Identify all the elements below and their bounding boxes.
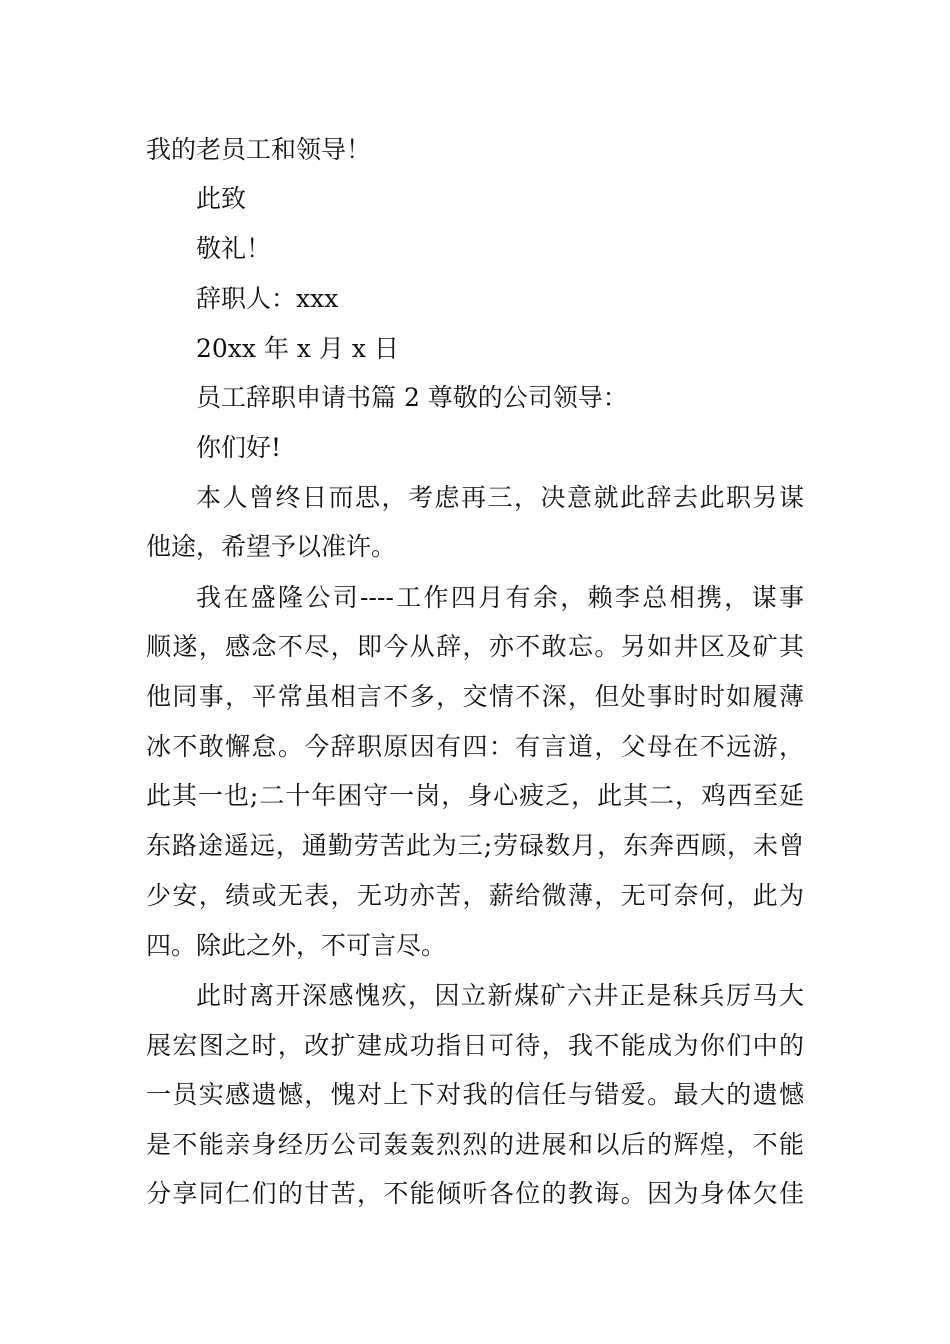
text-line-salutation: 此致: [196, 184, 247, 213]
paragraph-line: 少安，绩或无表，无功亦苦，薪给微薄，无可奈何，此为: [146, 881, 804, 910]
text-line-date: 20xx 年 x 月 x 日: [196, 334, 399, 363]
text-line-section-heading: 员工辞职申请书篇 2 尊敬的公司领导：: [196, 383, 628, 412]
paragraph-line: 分享同仁们的甘苦，不能倾听各位的教诲。因为身体欠佳: [146, 1179, 804, 1208]
paragraph-line: 我在盛隆公司----工作四月有余，赖李总相携，谋事: [196, 583, 804, 612]
paragraph-line: 他同事，平常虽相言不多，交情不深，但处事时时如履薄: [146, 682, 804, 711]
text-line-closing-greeting: 我的老员工和领导！: [146, 135, 372, 164]
text-line-regards: 敬礼！: [196, 234, 272, 263]
paragraph-line: 顺遂，感念不尽，即今从辞，亦不敢忘。另如井区及矿其: [146, 632, 804, 661]
paragraph-line: 四。除此之外，不可言尽。: [146, 931, 447, 960]
paragraph-line: 是不能亲身经历公司轰轰烈烈的进展和以后的辉煌，不能: [146, 1130, 804, 1159]
text-line-greeting: 你们好!: [196, 433, 282, 462]
paragraph-line: 冰不敢懈怠。今辞职原因有四：有言道，父母在不远游，: [146, 732, 804, 761]
paragraph-line: 此其一也;二十年困守一岗，身心疲乏，此其二，鸡西至延: [146, 781, 804, 810]
paragraph-line: 他途，希望予以准许。: [146, 532, 397, 561]
text-line-signatory: 辞职人：xxx: [196, 284, 339, 313]
paragraph-line: 东路途遥远，通勤劳苦此为三;劳碌数月，东奔西顾，未曾: [146, 831, 804, 860]
paragraph-line: 本人曾终日而思，考虑再三，决意就此辞去此职另谋: [196, 483, 804, 512]
paragraph-line: 此时离开深感愧疚，因立新煤矿六井正是秣兵厉马大: [196, 981, 804, 1010]
paragraph-line: 展宏图之时，改扩建成功指日可待，我不能成为你们中的: [146, 1031, 804, 1060]
paragraph-line: 一员实感遗憾，愧对上下对我的信任与错爱。最大的遗憾: [146, 1080, 804, 1109]
